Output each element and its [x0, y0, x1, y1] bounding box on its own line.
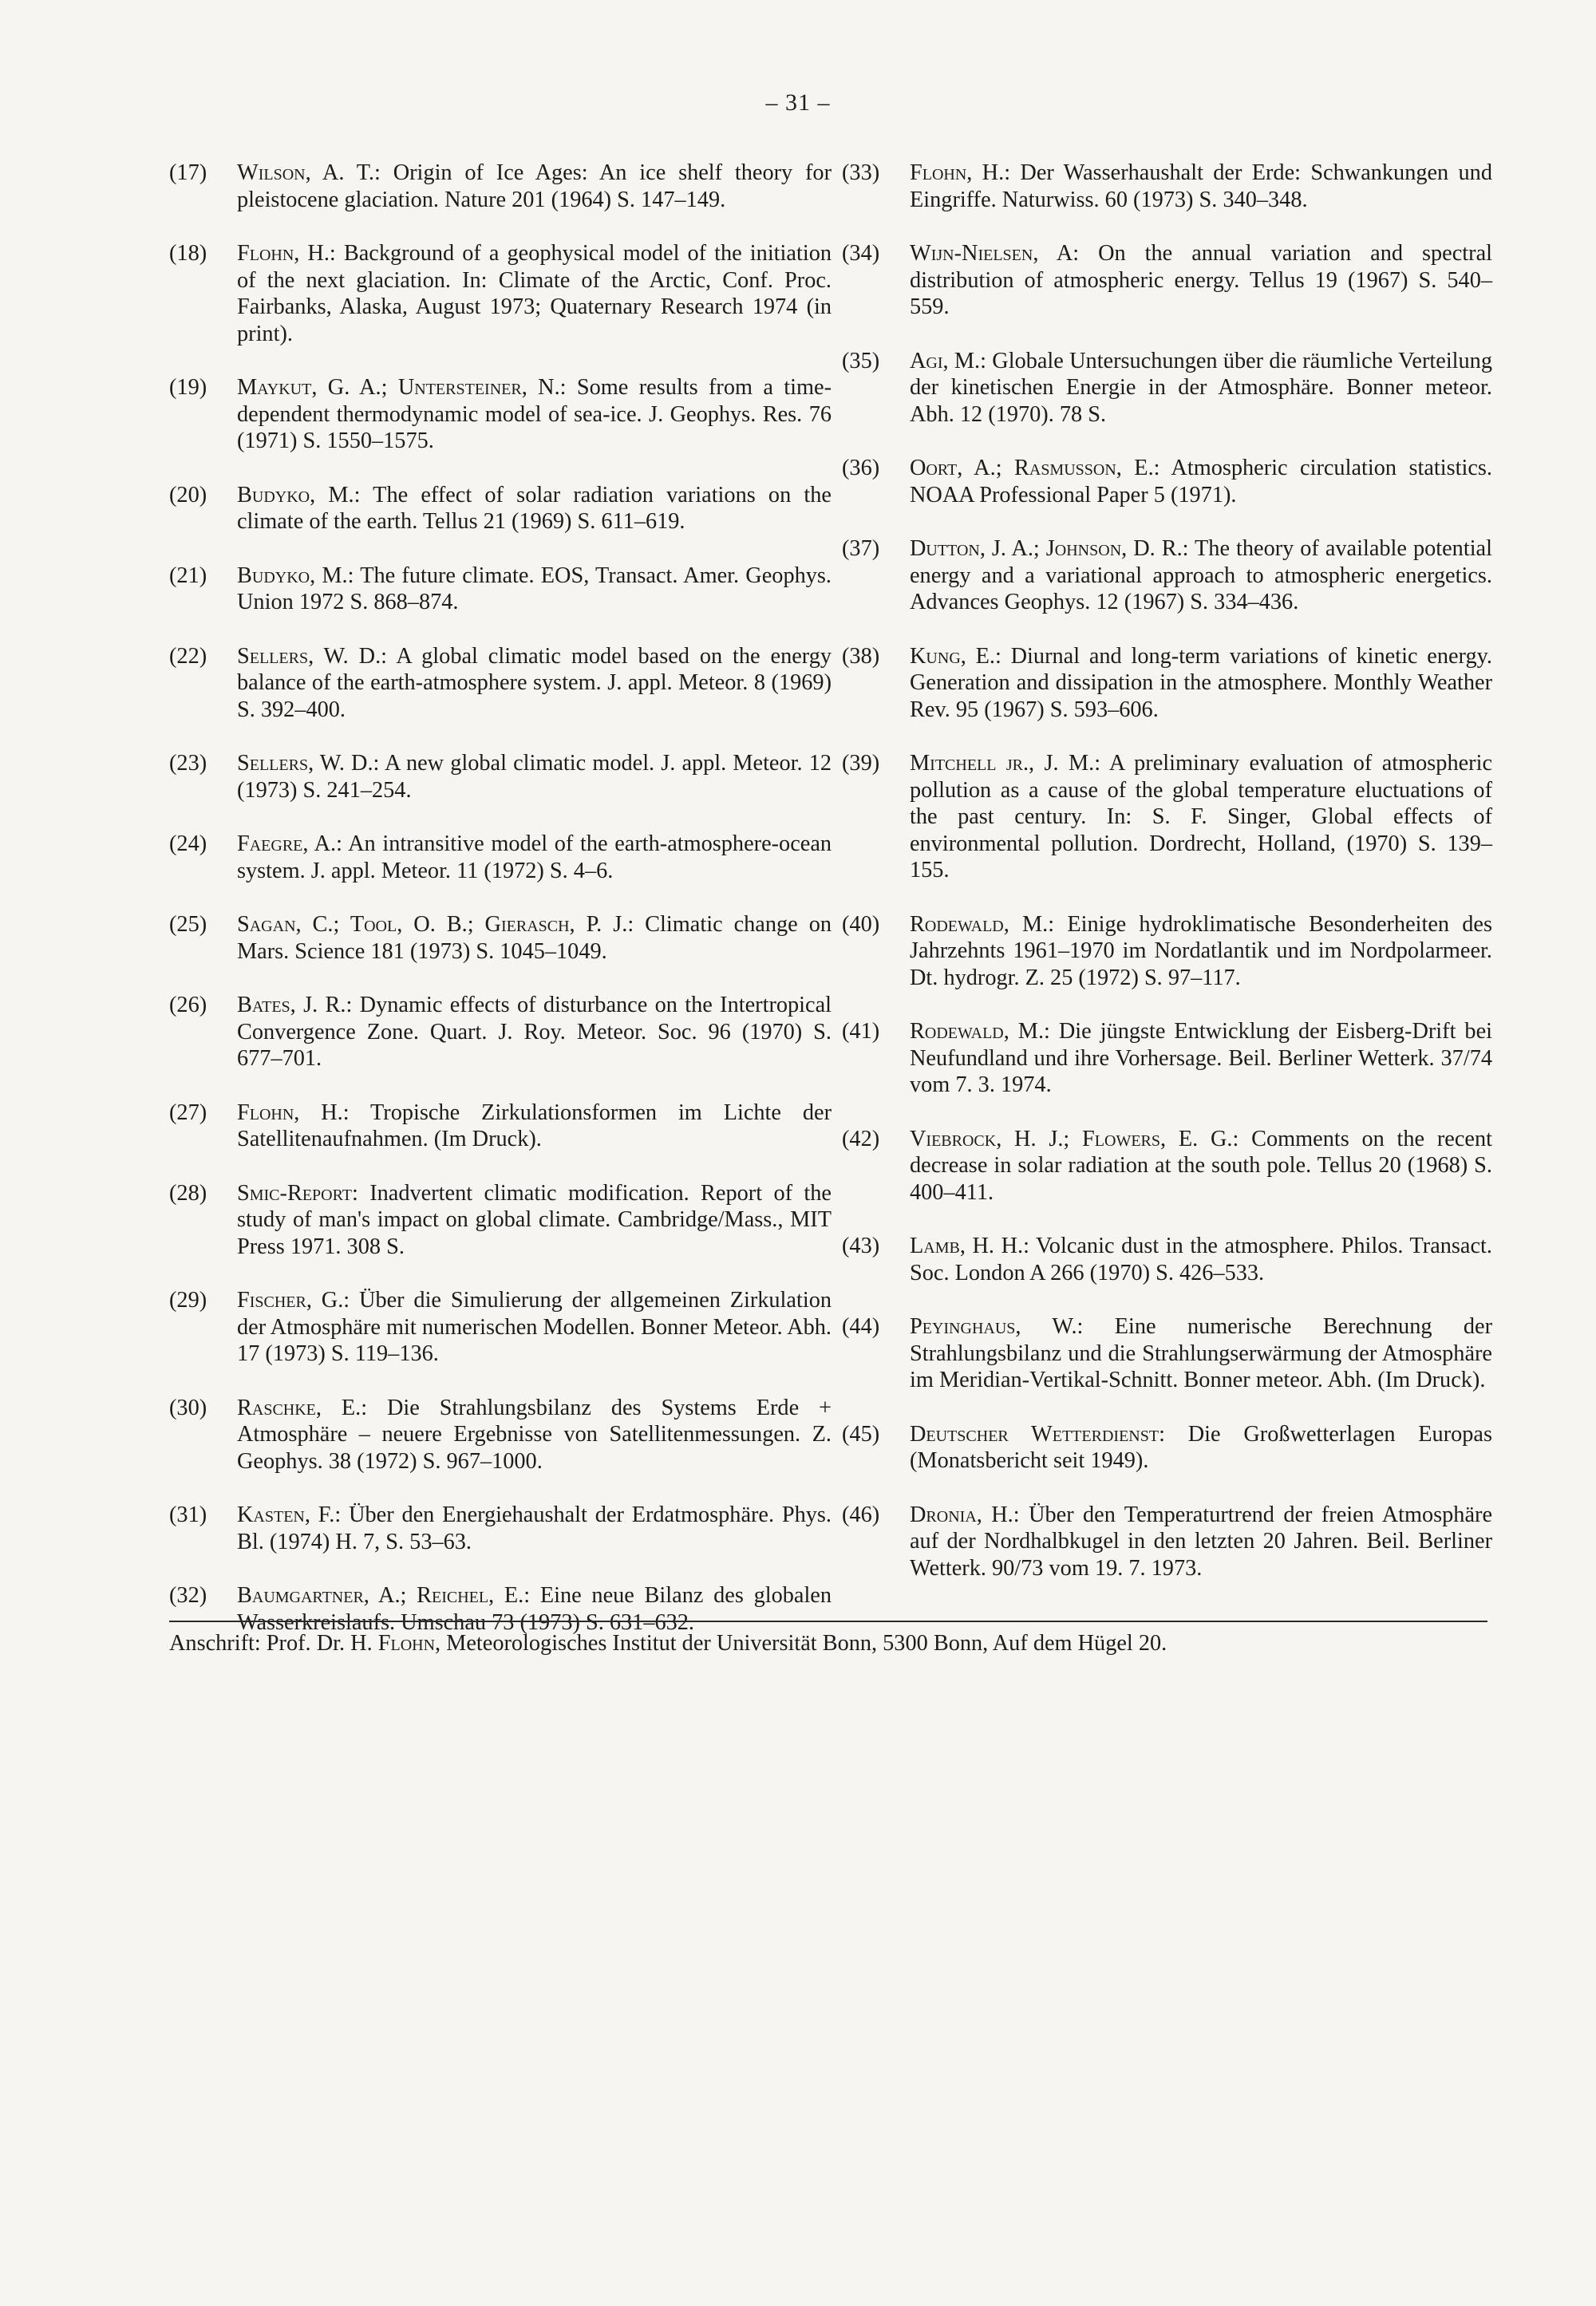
reference-entry — [169, 240, 832, 347]
reference-number: (19) — [169, 375, 207, 400]
reference-text: Über den Temperaturtrend der freien Atmosphäre auf der Nordhalbkugel in den letzten 20 Jahren. Beil. Berliner Wetterk. 90/73 vom 19. 7. 1973. — [910, 1502, 1492, 1581]
reference-body — [910, 240, 1492, 321]
reference-text: The effect of solar radiation variations on the climate of the earth. Tellus 21 (1969) S. 611–619. — [237, 482, 832, 534]
reference-number: (26) — [169, 993, 207, 1017]
reference-text: Background of a geophysical model of the initiation of the next glaciation. In: Climate of the Arctic, Conf. Proc. Fairbanks, Alaska, August 1973; Quaternary Research 1974 (in print). — [237, 241, 832, 346]
reference-number: (43) — [842, 1234, 880, 1258]
reference-author: Peyinghaus, W.: — [910, 1314, 1084, 1339]
reference-text: Die Strahlungsbilanz des Systems Erde + Atmosphäre – neuere Ergebnisse von Satellitenmessungen. Z. Geophys. 38 (1972) S. 967–1000. — [237, 1395, 832, 1474]
reference-text: Origin of Ice Ages: An ice shelf theory for pleistocene glaciation. Nature 201 (1964) S. 147–149. — [237, 160, 832, 212]
reference-author: Wilson, A. T.: — [237, 160, 381, 185]
address-prefix: Anschrift: Prof. Dr. H. — [169, 1631, 373, 1656]
reference-text: The theory of available potential energy and a variational approach to atmospheric energetics. Advances Geophys. 12 (1967) S. 334–436. — [910, 536, 1492, 614]
reference-author: Budyko, M.: — [237, 482, 361, 507]
reference-body — [237, 1287, 832, 1368]
reference-body — [237, 992, 832, 1072]
reference-entry — [169, 1287, 832, 1368]
reference-text: Eine numerische Berechnung der Strahlungsbilanz und die Strahlungserwärmung der Atmosphäre im Meridian-Vertikal-Schnitt. Bonner meteor. Abh. (Im Druck). — [910, 1314, 1492, 1392]
references-left-column — [169, 160, 832, 1663]
reference-body — [237, 374, 832, 455]
reference-text: A new global climatic model. J. appl. Meteor. 12 (1973) S. 241–254. — [237, 751, 832, 803]
reference-text: Atmospheric circulation statistics. NOAA Professional Paper 5 (1971). — [910, 456, 1493, 507]
reference-number: (42) — [842, 1126, 880, 1151]
reference-entry — [169, 1502, 832, 1555]
reference-number: (23) — [169, 751, 207, 776]
reference-author: Mitchell jr., J. M.: — [910, 751, 1101, 776]
reference-author: Dutton, J. A.; Johnson, D. R.: — [910, 536, 1189, 561]
reference-number: (27) — [169, 1100, 207, 1125]
reference-entry — [842, 1233, 1492, 1286]
reference-author: Viebrock, H. J.; Flowers, E. G.: — [910, 1126, 1239, 1151]
reference-author: Agi, M.: — [910, 348, 986, 373]
reference-text: Über die Simulierung der allgemeinen Zirkulation der Atmosphäre mit numerischen Modellen. Bonner Meteor. Abh. 17 (1973) S. 119–136. — [237, 1288, 832, 1366]
reference-number: (44) — [842, 1314, 880, 1339]
reference-body — [910, 1502, 1492, 1582]
reference-body — [237, 482, 832, 535]
reference-number: (40) — [842, 911, 880, 937]
reference-author: Baumgartner, A.; Reichel, E.: — [237, 1583, 531, 1608]
reference-entry — [842, 643, 1492, 724]
reference-author: Oort, A.; Rasmusson, E.: — [910, 456, 1160, 480]
reference-entry — [169, 374, 832, 455]
reference-number: (30) — [169, 1395, 207, 1420]
page-number: – 31 – — [765, 89, 831, 116]
reference-text: Eine neue Bilanz des globalen Wasserkreislaufs. Umschau 73 (1973) S. 631–632. — [237, 1583, 832, 1635]
address-name: Flohn — [377, 1631, 436, 1656]
reference-entry — [842, 240, 1492, 321]
reference-body — [910, 750, 1492, 884]
reference-entry — [169, 1180, 832, 1261]
reference-entry — [842, 1018, 1492, 1099]
reference-number: (41) — [842, 1019, 880, 1044]
reference-entry — [169, 643, 832, 724]
references-right-column — [842, 160, 1492, 1609]
reference-entry — [169, 1100, 832, 1153]
reference-author: Lamb, H. H.: — [910, 1234, 1029, 1258]
reference-text: Der Wasserhaushalt der Erde: Schwankungen und Eingriffe. Naturwiss. 60 (1973) S. 340–348. — [910, 160, 1492, 212]
reference-number: (45) — [842, 1421, 880, 1447]
reference-number: (17) — [169, 160, 207, 185]
reference-text: Some results from a time-dependent thermodynamic model of sea-ice. J. Geophys. Res. 76 (1971) S. 1550–1575. — [237, 375, 832, 453]
reference-text: Einige hydroklimatische Besonderheiten des Jahrzehnts 1961–1970 im Nordatlantik und im Nordpolarmeer. Dt. hydrogr. Z. 25 (1972) S. 97–117. — [910, 911, 1492, 990]
reference-number: (21) — [169, 563, 207, 588]
reference-text: The future climate. EOS, Transact. Amer. Geophys. Union 1972 S. 868–874. — [237, 563, 832, 614]
reference-body — [910, 1233, 1492, 1286]
reference-entry — [169, 563, 832, 616]
reference-author: Kung, E.: — [910, 643, 1001, 669]
reference-text: Volcanic dust in the atmosphere. Philos. Transact. Soc. London A 266 (1970) S. 426–533. — [910, 1234, 1492, 1285]
reference-entry — [169, 1395, 832, 1475]
reference-author: Flohn, H.: — [237, 1100, 350, 1125]
reference-author: Dronia, H.: — [910, 1502, 1020, 1527]
reference-text: Diurnal and long-term variations of kinetic energy. Generation and dissipation in the atmosphere. Monthly Weather Rev. 95 (1967) S. 593–606. — [910, 643, 1493, 722]
reference-author: Rodewald, M.: — [910, 1019, 1050, 1044]
reference-text: Globale Untersuchungen über die räumliche Verteilung der kinetischen Energie in der Atmosphäre. Bonner meteor. Abh. 12 (1970). 78 S. — [910, 348, 1492, 427]
reference-author: Kasten, F.: — [237, 1502, 342, 1527]
reference-number: (46) — [842, 1502, 880, 1527]
reference-entry — [842, 160, 1492, 213]
reference-number: (22) — [169, 643, 207, 669]
reference-number: (24) — [169, 831, 207, 856]
reference-author: Wijn-Nielsen, A: — [910, 241, 1080, 266]
reference-body — [910, 535, 1492, 616]
reference-number: (33) — [842, 160, 880, 185]
reference-author: Faegre, A.: — [237, 831, 342, 856]
reference-number: (20) — [169, 482, 207, 507]
reference-entry — [842, 1421, 1492, 1475]
reference-text: A global climatic model based on the energy balance of the earth-atmosphere system. J. appl. Meteor. 8 (1969) S. 392–400. — [237, 643, 832, 722]
reference-text: Die jüngste Entwicklung der Eisberg-Drift bei Neufundland und ihre Vorhersage. Beil. Berliner Wetterk. 37/74 vom 7. 3. 1974. — [910, 1019, 1492, 1097]
footer-divider — [169, 1621, 1487, 1622]
reference-body — [237, 750, 832, 804]
reference-author: Sagan, C.; Tool, O. B.; Gierasch, P. J.: — [237, 912, 634, 937]
reference-text: Tropische Zirkulationsformen im Lichte der Satellitenaufnahmen. (Im Druck). — [237, 1100, 832, 1151]
reference-number: (36) — [842, 456, 880, 480]
reference-entry — [169, 482, 832, 535]
reference-author: Bates, J. R.: — [237, 993, 353, 1017]
reference-number: (37) — [842, 536, 880, 561]
reference-body — [910, 455, 1492, 508]
reference-number: (25) — [169, 912, 207, 937]
reference-body — [237, 1180, 832, 1261]
reference-body — [910, 1421, 1492, 1475]
reference-body — [910, 348, 1492, 428]
reference-body — [237, 643, 832, 724]
reference-text: Über den Energiehaushalt der Erdatmosphäre. Phys. Bl. (1974) H. 7, S. 53–63. — [237, 1502, 832, 1554]
reference-text: An intransitive model of the earth-atmosphere-ocean system. J. appl. Meteor. 11 (1972) S. 4–6. — [237, 831, 832, 883]
reference-body — [237, 1502, 832, 1555]
reference-author: Sellers, W. D.: — [237, 751, 380, 776]
reference-number: (18) — [169, 241, 207, 266]
reference-body — [237, 1395, 832, 1475]
reference-entry — [169, 831, 832, 884]
reference-body — [237, 160, 832, 213]
reference-text: Dynamic effects of disturbance on the Intertropical Convergence Zone. Quart. J. Roy. Meteor. Soc. 96 (1970) S. 677–701. — [237, 993, 832, 1071]
reference-author: Deutscher Wetterdienst: — [910, 1421, 1165, 1447]
reference-body — [237, 911, 832, 965]
reference-body — [910, 160, 1492, 213]
reference-author: Flohn, H.: — [910, 160, 1011, 185]
reference-number: (29) — [169, 1288, 207, 1313]
reference-number: (38) — [842, 643, 880, 669]
reference-text: Climatic change on Mars. Science 181 (1973) S. 1045–1049. — [237, 912, 832, 964]
reference-entry — [169, 992, 832, 1072]
reference-author: Flohn, H.: — [237, 241, 336, 266]
reference-body — [910, 911, 1492, 992]
reference-author: Rodewald, M.: — [910, 911, 1055, 937]
reference-text: Die Großwetterlagen Europas (Monatsbericht seit 1949). — [910, 1421, 1492, 1473]
reference-body — [237, 240, 832, 347]
reference-number: (31) — [169, 1502, 207, 1527]
reference-body — [910, 1126, 1492, 1206]
reference-number: (35) — [842, 348, 880, 373]
reference-entry — [842, 750, 1492, 884]
reference-text: On the annual variation and spectral distribution of atmospheric energy. Tellus 19 (1967) S. 540–559. — [910, 241, 1492, 319]
author-address — [169, 1628, 1526, 1660]
reference-text: Comments on the recent decrease in solar radiation at the south pole. Tellus 20 (1968) S. 400–411. — [910, 1126, 1492, 1205]
reference-entry — [842, 348, 1492, 428]
reference-author: Fischer, G.: — [237, 1288, 350, 1313]
reference-entry — [842, 455, 1492, 508]
reference-number: (34) — [842, 241, 880, 266]
reference-body — [237, 831, 832, 884]
reference-entry — [842, 1126, 1492, 1206]
reference-author: Smic-Report: — [237, 1180, 358, 1206]
address-suffix: , Meteorologisches Institut der Universität Bonn, 5300 Bonn, Auf dem Hügel 20. — [435, 1631, 1167, 1656]
reference-number: (32) — [169, 1583, 207, 1608]
reference-number: (39) — [842, 751, 880, 776]
reference-author: Maykut, G. A.; Untersteiner, N.: — [237, 375, 567, 400]
reference-body — [237, 1100, 832, 1153]
reference-body — [910, 1018, 1492, 1099]
reference-body — [910, 1313, 1492, 1394]
reference-entry — [842, 1313, 1492, 1394]
reference-text: A preliminary evaluation of atmospheric pollution as a cause of the global temperature eluctuations of the past century. In: S. F. Singer, Global effects of environmental pollution. Dordrecht, Holland, (1970) S. 139–155. — [910, 751, 1493, 883]
reference-entry — [169, 911, 832, 965]
reference-author: Raschke, E.: — [237, 1395, 368, 1420]
reference-entry — [842, 535, 1492, 616]
reference-body — [910, 643, 1492, 724]
reference-entry — [842, 1502, 1492, 1582]
reference-body — [237, 563, 832, 616]
reference-entry — [169, 750, 832, 804]
reference-author: Budyko, M.: — [237, 563, 354, 588]
reference-author: Sellers, W. D.: — [237, 643, 388, 669]
reference-entry — [842, 911, 1492, 992]
reference-entry — [169, 160, 832, 213]
reference-text: Inadvertent climatic modification. Report of the study of man's impact on global climate. Cambridge/Mass., MIT Press 1971. 308 S. — [237, 1180, 832, 1259]
reference-number: (28) — [169, 1180, 207, 1206]
